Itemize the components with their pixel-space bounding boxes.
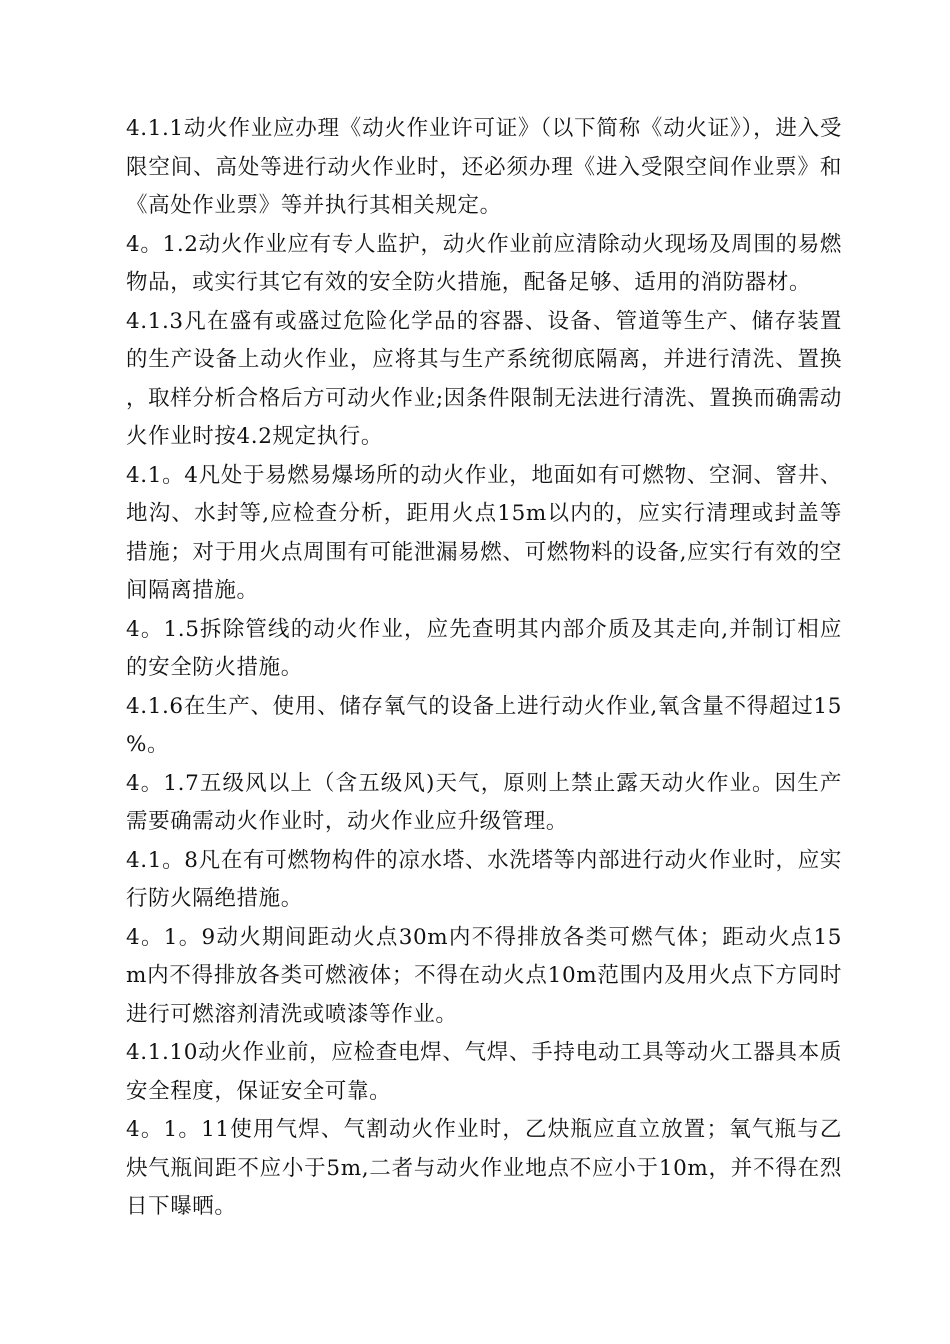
clause-4-1-11: 4。1。11使用气焊、气割动火作业时，乙炔瓶应直立放置；氧气瓶与乙炔气瓶间距不应小于5m,二者与动火作业地点不应小于10m，并不得在烈日下曝晒。 bbox=[126, 1117, 842, 1219]
clause-4-1-5: 4。1.5拆除管线的动火作业，应先查明其内部介质及其走向,并制订相应的安全防火措施。 bbox=[126, 616, 842, 680]
clause-4-1-1: 4.1.1动火作业应办理《动火作业许可证》（以下简称《动火证》），进入受限空间、高处等进行动火作业时，还必须办理《进入受限空间作业票》和《高处作业票》等并执行其相关规定。 bbox=[126, 116, 842, 218]
clause-4-1-6: 4.1.6在生产、使用、储存氧气的设备上进行动火作业,氧含量不得超过15%。 bbox=[126, 693, 842, 757]
clause-4-1-2: 4。1.2动火作业应有专人监护，动火作业前应清除动火现场及周围的易燃物品，或实行其它有效的安全防火措施，配备足够、适用的消防器材。 bbox=[126, 231, 842, 295]
clause-4-1-7: 4。1.7五级风以上（含五级风)天气，原则上禁止露天动火作业。因生产需要确需动火作业时，动火作业应升级管理。 bbox=[126, 770, 842, 834]
clause-4-1-8: 4.1。8凡在有可燃物构件的凉水塔、水洗塔等内部进行动火作业时，应实行防火隔绝措施。 bbox=[126, 847, 842, 911]
clause-4-1-3: 4.1.3凡在盛有或盛过危险化学品的容器、设备、管道等生产、储存装置的生产设备上动火作业，应将其与生产系统彻底隔离，并进行清洗、置换，取样分析合格后方可动火作业;因条件限制无法进行清洗、置换而确需动火作业时按4.2规定执行。 bbox=[126, 308, 842, 449]
document-body bbox=[126, 110, 842, 1227]
clause-4-1-10: 4.1.10动火作业前，应检查电焊、气焊、手持电动工具等动火工器具本质安全程度，保证安全可靠。 bbox=[126, 1040, 842, 1104]
clause-4-1-4: 4.1。4凡处于易燃易爆场所的动火作业，地面如有可燃物、空洞、窨井、地沟、水封等,应检查分析，距用火点15m以内的，应实行清理或封盖等措施；对于用火点周围有可能泄漏易燃、可燃物料的设备,应实行有效的空间隔离措施。 bbox=[126, 462, 842, 603]
clause-4-1-9: 4。1。9动火期间距动火点30m内不得排放各类可燃气体；距动火点15m内不得排放各类可燃液体；不得在动火点10m范围内及用火点下方同时进行可燃溶剂清洗或喷漆等作业。 bbox=[126, 924, 842, 1027]
